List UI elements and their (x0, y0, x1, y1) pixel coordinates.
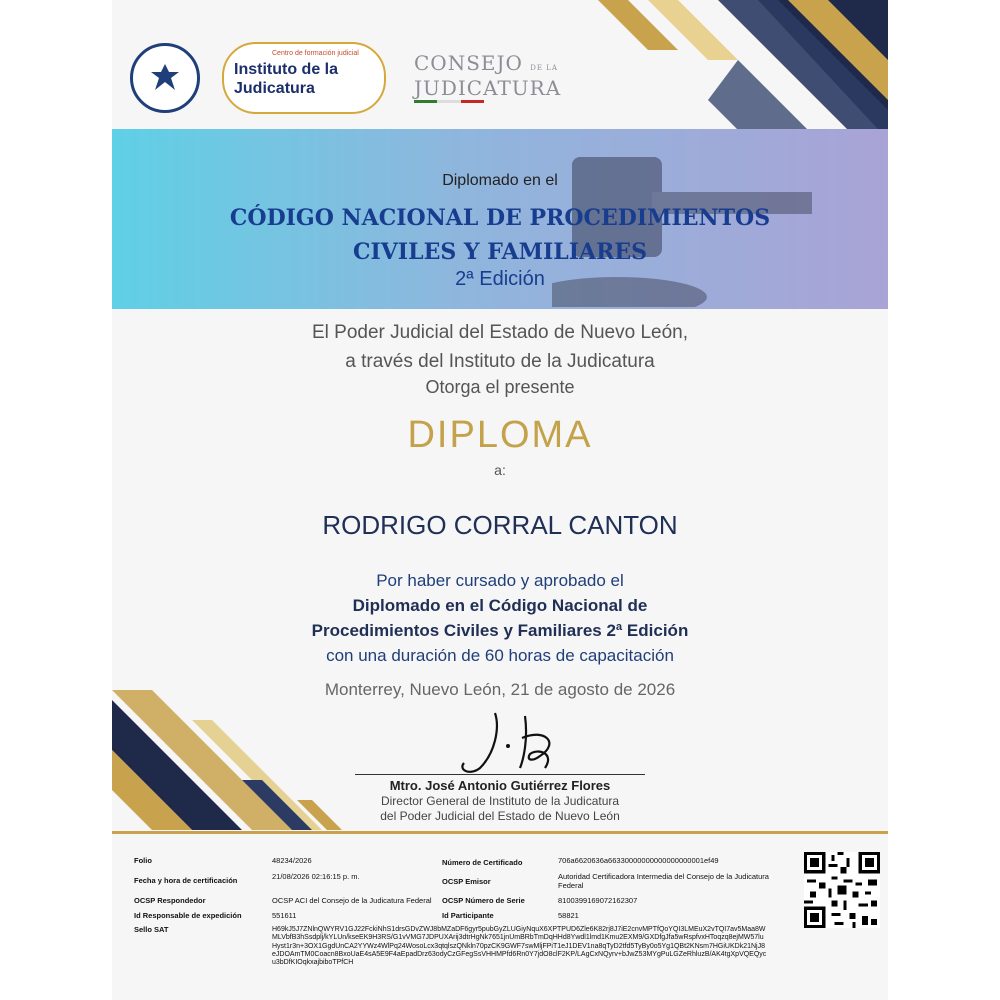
cert-value-ocsp-emisor: Autoridad Certificadora Intermedia del Consejo de la Judicatura Federal (558, 872, 769, 890)
poder-judicial-seal (130, 43, 200, 113)
course-edition: 2ª Edición (455, 268, 545, 290)
signer-role-line1: Director General de Instituto de la Judicatura (380, 794, 620, 808)
signer-name: Mtro. José Antonio Gutiérrez Flores (389, 778, 611, 793)
course-title-line2: CIVILES Y FAMILIARES (352, 239, 648, 265)
reason-line4: con una duración de 60 horas de capacitación (326, 646, 674, 665)
signer-role-line2: del Poder Judicial del Estado de Nuevo León (380, 809, 620, 823)
cert-label-numero: Número de Certificado (442, 858, 523, 867)
reason-text (0, 568, 1000, 668)
instituto-judicatura-logo (222, 42, 386, 114)
cert-value-folio: 48234/2026 (272, 856, 312, 865)
to-label: a: (494, 462, 506, 478)
reason-bold1: Diplomado en el Código Nacional de (352, 596, 648, 615)
flag-bar (414, 100, 484, 103)
handwritten-signature (440, 708, 580, 778)
cert-label-id-participante: Id Participante (442, 911, 494, 920)
issuer-text (0, 318, 1000, 376)
certification-divider (112, 831, 888, 834)
cert-label-fecha: Fecha y hora de certificación (134, 876, 238, 885)
consejo-de-la: DE LA (530, 64, 558, 72)
instituto-tagline: Centro de formación judicial (272, 50, 359, 57)
recipient-name: RODRIGO CORRAL CANTON (322, 510, 678, 540)
document-type: DIPLOMA (407, 414, 593, 456)
sello-sat-value: H69kJ5J7ZNlnQWYRV1GJ22FckiNhS1drsGDvZWJ8bMZaDF6gyr5pubGyZLUGiyNquX6XPTPUD6Zle6K82rj8J7iE2cnvMPTfQoYQI3LMEuX2vTQI7av5Maa8WMLVbfB3hSsdplj/kYLUn/kseEK9H3RS/G1vVMG7JDPUXArij3dtrHgNk7651jnUmBRbTmDqHHd8Ywdl1lmd1Kmu2EXM9/GXDfgJfa5wRspfvxHToqzq8ejMW57luHyst1r3n+3OX1GgdUnCA2YYWz4WlPq24WosoLcx3qtqlszQNkln70pzCK9GWF7swMljFPiT1eJ1DEV1na8qTyD2tfd5TyBy0o5Yg1QBt2KNsm7HGiUKDk21NjJ8eJDOAmTM0Coacn8BxoUaE4sA5E9F4aEpadDrz63odyCzGFegSsVHHMPfd6Rn0Y7jdO8clF2KP/LAgCxNQyrv+bJwZ53MYgPuLGZeRhluzB/AK4tgXpVQEQycu3bDfKIOqkxajbiboTPfCH (272, 926, 767, 967)
instituto-name-line2: Judicatura (234, 80, 315, 97)
course-subtitle: Diplomado en el (442, 172, 558, 189)
grant-text: Otorga el presente (425, 377, 575, 397)
signer-role (355, 794, 645, 824)
certificate-page (112, 0, 888, 1000)
cert-value-id-participante: 58821 (558, 911, 579, 920)
issuer-line1: El Poder Judicial del Estado de Nuevo León, (311, 322, 689, 343)
cert-value-numero: 706a6620636a66330000000000000000001ef49 (558, 856, 719, 865)
signature-line (355, 774, 645, 775)
issuer-line2: a través del Instituto de la Judicatura (345, 351, 655, 372)
logos-bar (130, 42, 561, 114)
instituto-name-line1: Instituto de la (234, 61, 338, 78)
judicatura-word: JUDICATURA (414, 76, 562, 100)
cert-value-fecha: 21/08/2026 02:16:15 p. m. (272, 872, 360, 881)
cert-value-ocsp-respondedor: OCSP ACI del Consejo de la Judicatura Federal (272, 896, 432, 905)
cert-label-id-responsable: Id Responsable de expedición (134, 911, 242, 920)
qr-code (804, 852, 880, 928)
cert-label-sello-sat: Sello SAT (134, 925, 169, 934)
reason-line1: Por haber cursado y aprobado el (376, 571, 624, 590)
course-title (0, 201, 1000, 269)
cert-value-ocsp-serie: 8100399169072162307 (558, 896, 638, 905)
course-title-line1: CÓDIGO NACIONAL DE PROCEDIMIENTOS (229, 205, 771, 231)
cert-label-folio: Folio (134, 856, 152, 865)
cert-label-ocsp-respondedor: OCSP Respondedor (134, 896, 206, 905)
cert-label-ocsp-emisor: OCSP Emisor (442, 877, 491, 886)
eagle-icon (145, 58, 185, 98)
consejo-word: CONSEJO (414, 51, 523, 75)
consejo-judicatura-logo (414, 53, 561, 103)
cert-label-ocsp-serie: OCSP Número de Serie (442, 896, 525, 905)
place-date: Monterrey, Nuevo León, 21 de agosto de 2026 (324, 680, 676, 699)
reason-bold2: Procedimientos Civiles y Familiares 2ª Edición (311, 621, 689, 640)
cert-value-id-responsable: 551611 (272, 911, 297, 920)
